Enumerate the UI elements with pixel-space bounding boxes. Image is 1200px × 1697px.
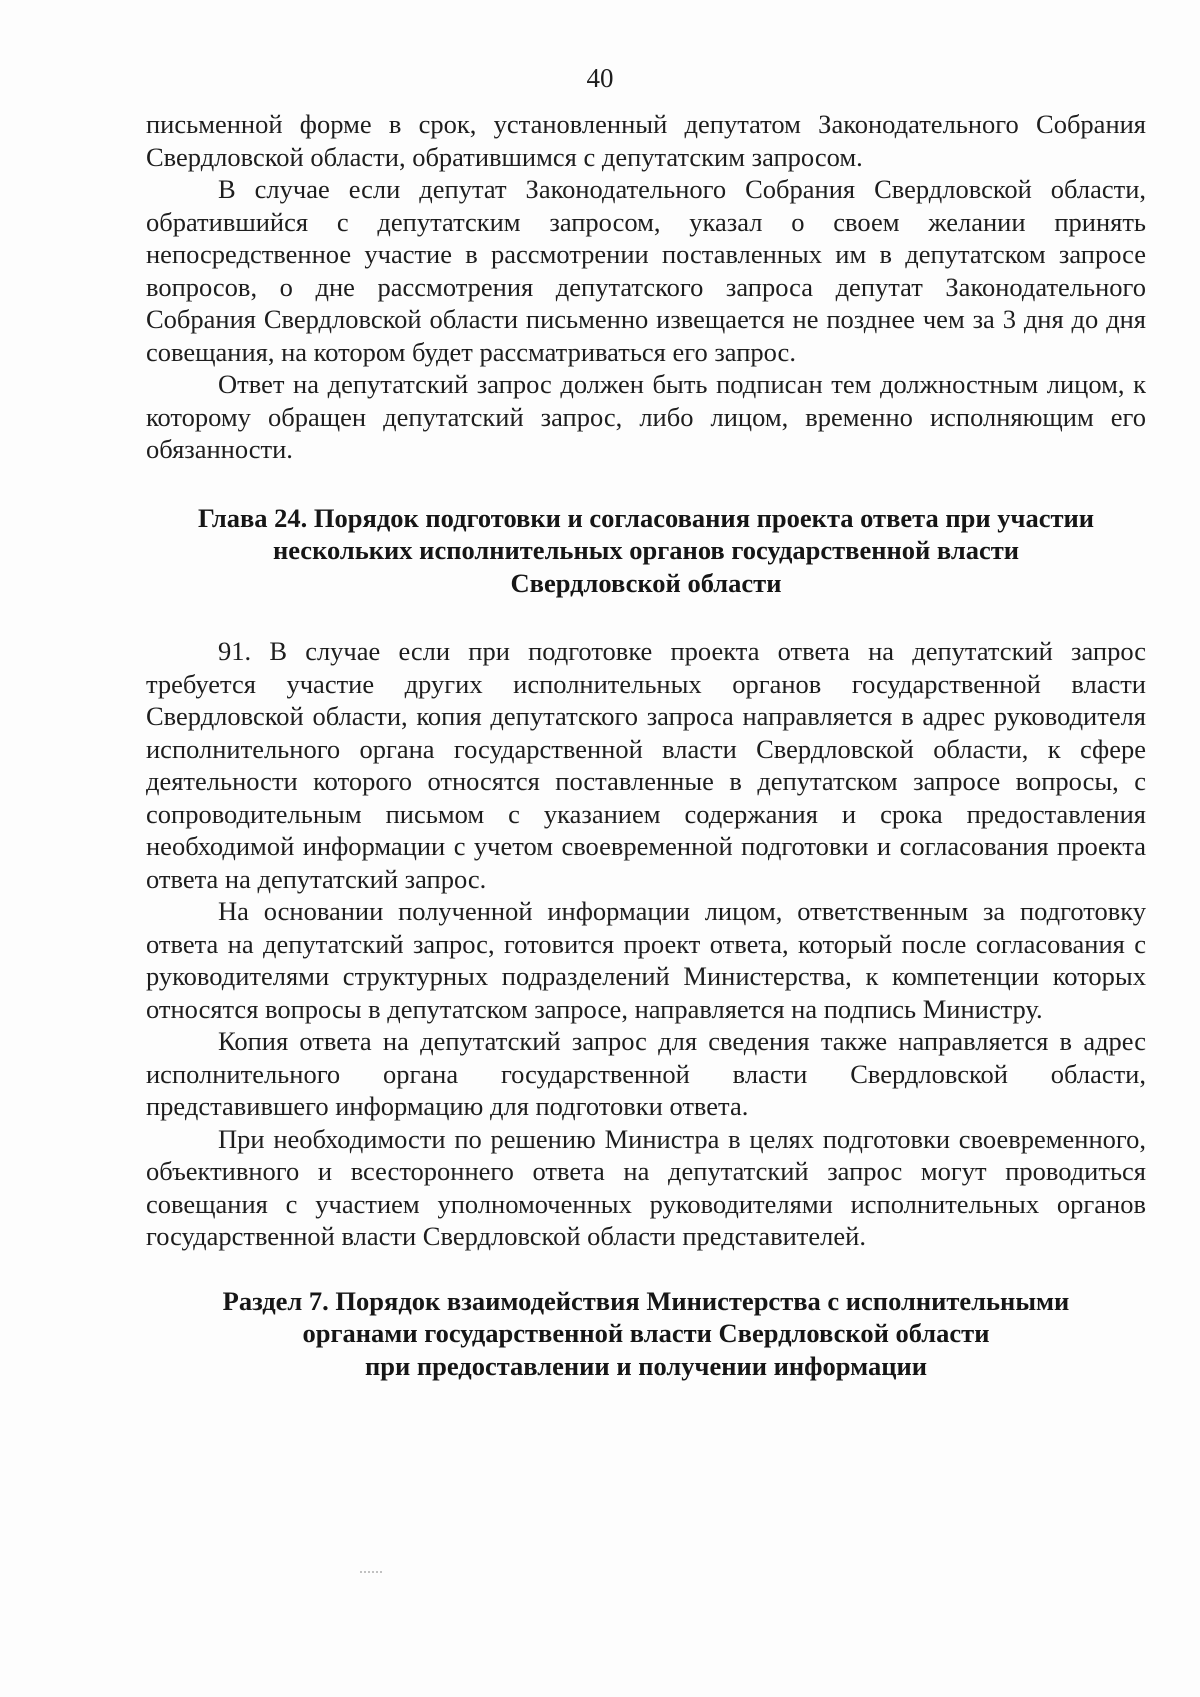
paragraph-continuation: письменной форме в срок, установленный депутатом Законодательного Собрания Свердловской области, обратившимся с депутатским запросом.	[146, 109, 1146, 172]
paragraph-meetings: При необходимости по решению Министра в целях подготовки своевременного, объективного и всестороннего ответа на депутатский запрос могут проводиться совещания с участием уполномоченных руководителями исполнительных органов государственной власти Свердловской области представителей.	[146, 1123, 1146, 1251]
spacer	[146, 466, 1146, 502]
chapter-heading-line-1: Глава 24. Порядок подготовки и согласования проекта ответа при участии	[197, 502, 1095, 533]
section-heading-line-1: Раздел 7. Порядок взаимодействия Министерства с исполнительными	[222, 1285, 1070, 1316]
document-body	[146, 108, 1146, 1382]
spacer	[146, 1253, 1146, 1285]
spacer	[146, 599, 1146, 635]
paragraph-answer-signature: Ответ на депутатский запрос должен быть подписан тем должностным лицом, к которому обращен депутатский запрос, либо лицом, временно исполняющим его обязанности.	[146, 369, 1146, 464]
page-number: 40	[586, 63, 614, 93]
chapter-heading-line-3: Свердловской области	[510, 567, 782, 598]
paragraph-answer-copy: Копия ответа на депутатский запрос для сведения также направляется в адрес исполнительного органа государственной власти Свердловской области, представившего информацию для подготовки ответа.	[146, 1026, 1146, 1121]
paragraph-91: 91. В случае если при подготовке проекта ответа на депутатский запрос требуется участие других исполнительных органов государственной власти Свердловской области, копия депутатского запроса направляется в адрес руководителя исполнительного органа государственной власти Свердловской области, к сфере деятельности которого относятся поставленные в депутатском запросе вопросы, с сопроводительным письмом с указанием содержания и срока предоставления необходимой информации с учетом своевременной подготовки и согласования проекта ответа на депутатский запрос.	[146, 636, 1146, 894]
section-heading-line-3: при предоставлении и получении информации	[364, 1350, 928, 1381]
section-heading	[146, 1285, 1146, 1383]
chapter-heading	[146, 502, 1146, 600]
scan-artifact	[360, 1571, 382, 1573]
paragraph-draft-preparation: На основании полученной информации лицом, ответственным за подготовку ответа на депутатский запрос, готовится проект ответа, который после согласования с руководителями структурных подразделений Министерства, к компетенции которых относятся вопросы в депутатском запросе, направляется на подпись Министру.	[146, 896, 1146, 1024]
paragraph-deputy-participation: В случае если депутат Законодательного Собрания Свердловской области, обратившийся с депутатским запросом, указал о своем желании принять непосредственное участие в рассмотрении поставленных им в депутатском запросе вопросов, о дне рассмотрения депутатского запроса депутат Законодательного Собрания Свердловской области письменно извещается не позднее чем за 3 дня до дня совещания, на котором будет рассматриваться его запрос.	[146, 174, 1146, 367]
section-heading-line-2: органами государственной власти Свердловской области	[302, 1318, 990, 1348]
chapter-heading-line-2: нескольких исполнительных органов государственной власти	[272, 535, 1020, 565]
